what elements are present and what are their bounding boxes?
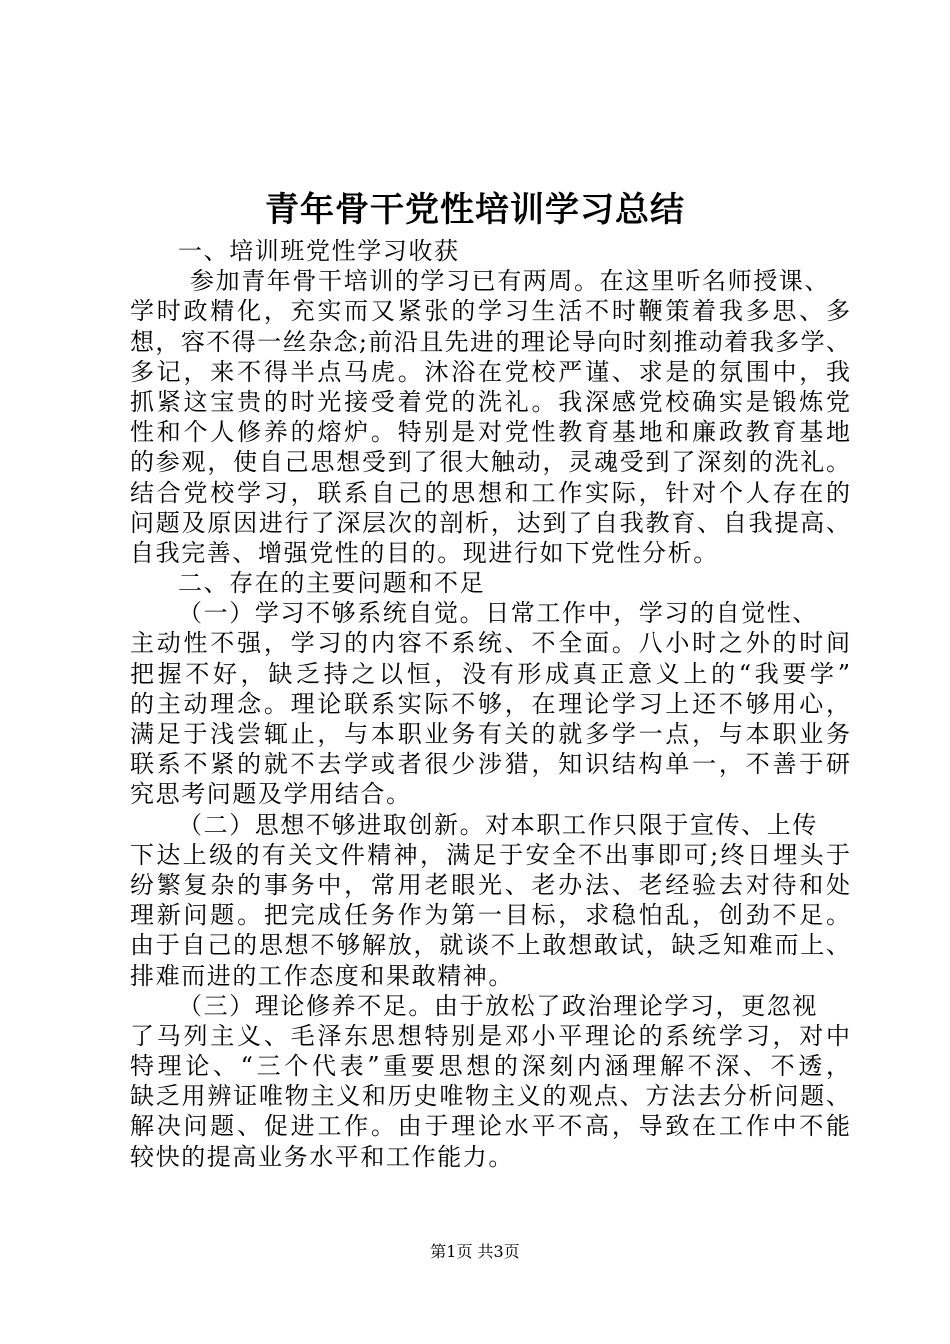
subsection-line: （三）理论修养不足。由于放松了政治理论学习，更忽视: [178, 991, 818, 1020]
section-heading-2: 二、存在的主要问题和不足: [178, 569, 486, 598]
paragraph-line: 想，容不得一丝杂念;前沿且先进的理论导向时刻推动着我多学、: [130, 327, 850, 356]
paragraph-line: 理新问题。把完成任务作为第一目标，求稳怕乱，创劲不足。: [130, 901, 850, 930]
paragraph-line: 参加青年骨干培训的学习已有两周。在这里听名师授课、: [190, 267, 830, 296]
paragraph-line: 缺乏用辨证唯物主义和历史唯物主义的观点、方法去分析问题、: [130, 1082, 850, 1111]
paragraph-line: 的参观，使自己思想受到了很大触动，灵魂受到了深刻的洗礼。: [130, 448, 850, 477]
paragraph-line: 究思考问题及学用结合。: [130, 780, 412, 809]
paragraph-line: 排难而进的工作态度和果敢精神。: [130, 961, 514, 990]
paragraph-line: 了马列主义、毛泽东思想特别是邓小平理论的系统学习，对中: [130, 1021, 850, 1050]
paragraph-line: 主动性不强，学习的内容不系统、不全面。八小时之外的时间: [130, 629, 850, 658]
subsection-line: （二）思想不够进取创新。对本职工作只限于宣传、上传: [178, 810, 818, 839]
paragraph-line: 学时政精化，充实而又紧张的学习生活不时鞭策着我多思、多: [130, 297, 850, 326]
paragraph-line: 自我完善、增强党性的目的。现进行如下党性分析。: [130, 538, 719, 567]
document-body: [130, 236, 850, 1172]
paragraph-line: 结合党校学习，联系自己的思想和工作实际，针对个人存在的: [130, 478, 850, 507]
paragraph-line: 多记，来不得半点马虎。沐浴在党校严谨、求是的氛围中，我: [130, 357, 850, 386]
paragraph-line: 问题及原因进行了深层次的剖析，达到了自我教育、自我提高、: [130, 508, 850, 537]
paragraph-line: 抓紧这宝贵的时光接受着党的洗礼。我深感党校确实是锻炼党: [130, 387, 850, 416]
paragraph-line: 性和个人修养的熔炉。特别是对党性教育基地和廉政教育基地: [130, 418, 850, 447]
paragraph-line: 特理论、“三个代表”重要思想的深刻内涵理解不深、不透，: [130, 1052, 850, 1081]
paragraph-line: 满足于浅尝辄止，与本职业务有关的就多学一点，与本职业务: [130, 720, 850, 748]
subsection-line: （一）学习不够系统自觉。日常工作中，学习的自觉性、: [178, 599, 818, 628]
paragraph-line: 解决问题、促进工作。由于理论水平不高，导致在工作中不能: [130, 1112, 850, 1141]
document-title: 青年骨干党性培训学习总结: [265, 190, 685, 230]
paragraph-line: 较快的提高业务水平和工作能力。: [130, 1142, 514, 1171]
paragraph-line: 由于自己的思想不够解放，就谈不上敢想敢试，缺乏知难而上、: [130, 931, 850, 960]
paragraph-line: 下达上级的有关文件精神，满足于安全不出事即可;终日埋头于: [130, 840, 850, 869]
page-number-footer: 第1页 共3页: [430, 1242, 520, 1261]
paragraph-line: 纷繁复杂的事务中，常用老眼光、老办法、老经验去对待和处: [130, 870, 850, 899]
paragraph-line: 联系不紧的就不去学或者很少涉猎，知识结构单一，不善于研: [130, 750, 850, 779]
section-heading-1: 一、培训班党性学习收获: [178, 237, 460, 265]
paragraph-line: 的主动理念。理论联系实际不够，在理论学习上还不够用心，: [130, 689, 850, 718]
paragraph-line: 把握不好，缺乏持之以恒，没有形成真正意义上的“我要学”: [130, 659, 850, 688]
